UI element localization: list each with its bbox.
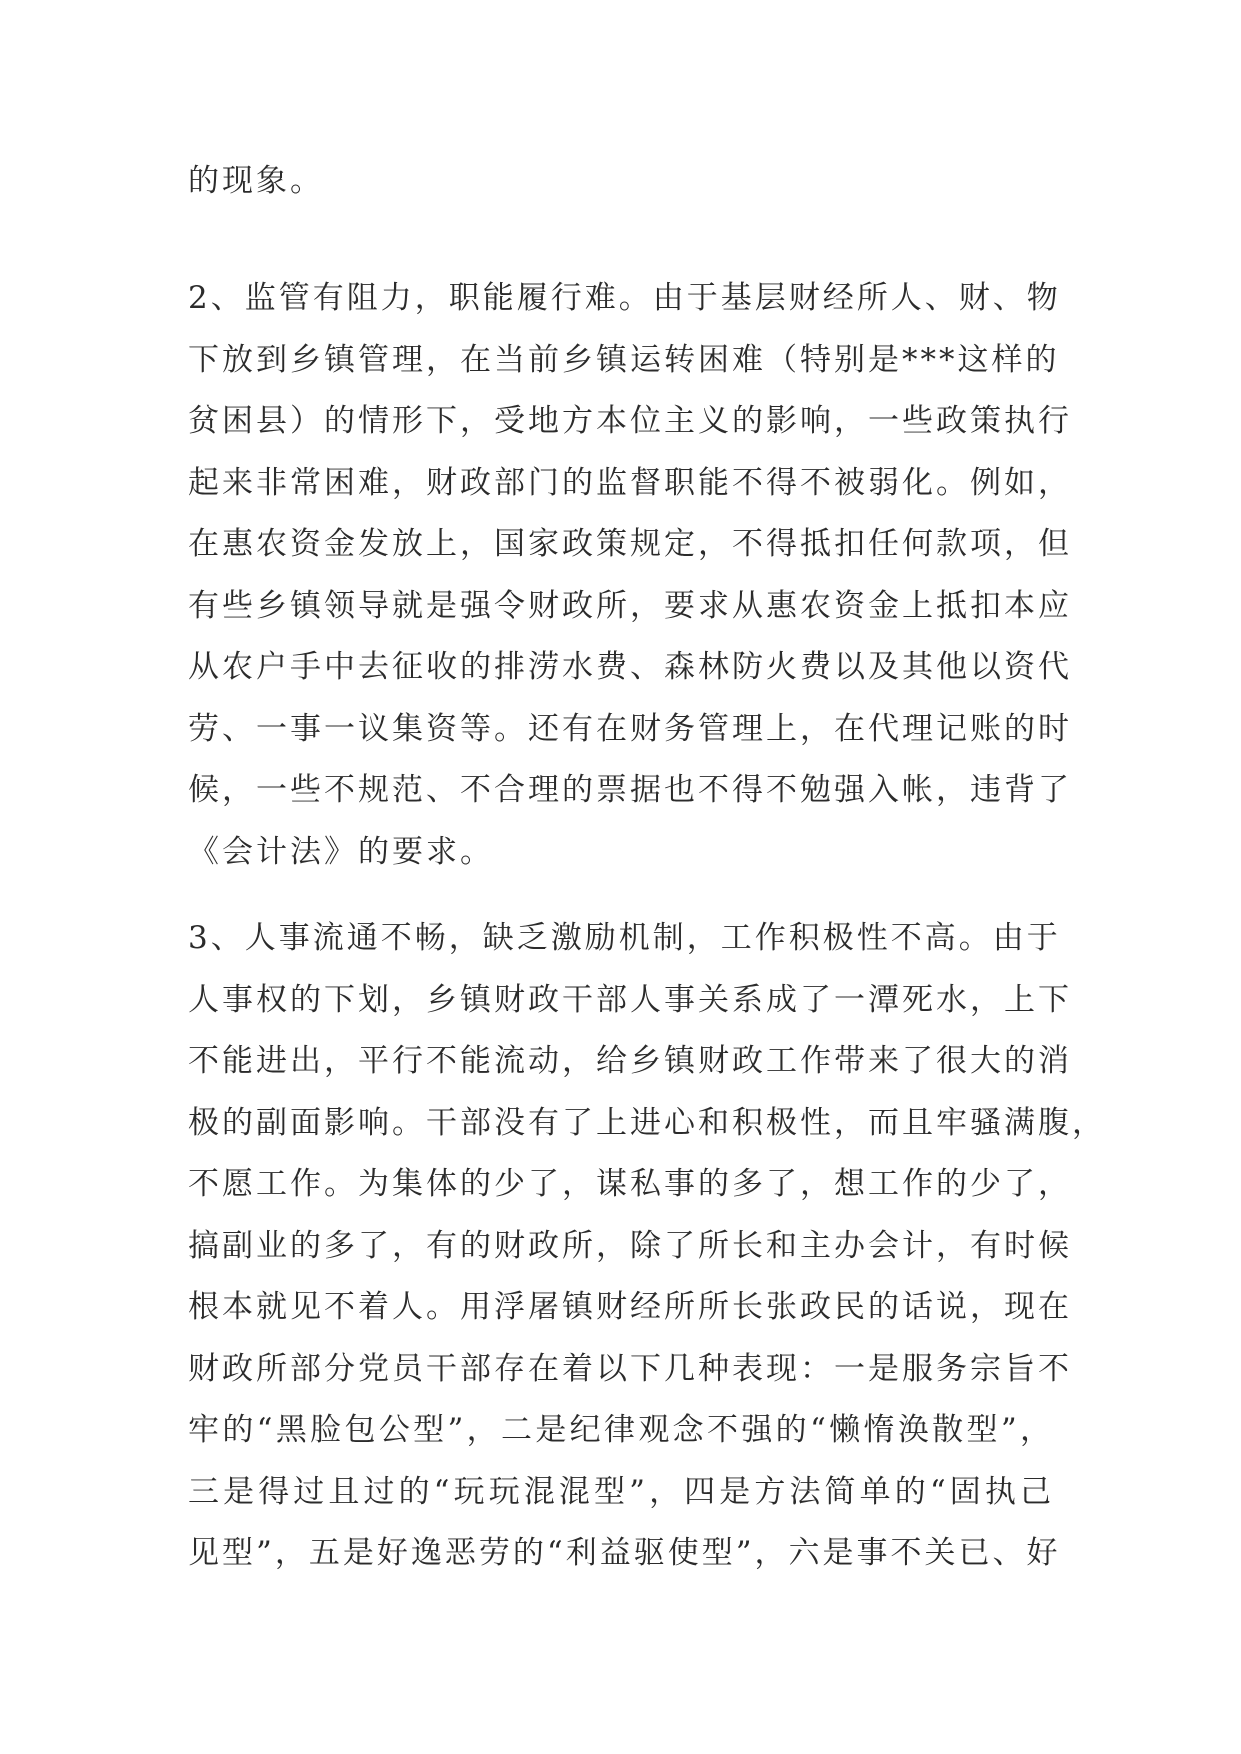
paragraph-continuation	[188, 151, 1054, 213]
text-line: 不能进出，平行不能流动，给乡镇财政工作带来了很大的消	[188, 1043, 1072, 1079]
paragraph-supervision	[188, 268, 1072, 883]
text-line: 三是得过且过的“玩玩混混型”，四是方法简单的“固执己	[188, 1473, 1054, 1510]
text-line: 贫困县）的情形下，受地方本位主义的影响，一些政策执行	[188, 403, 1072, 439]
text-line: 2、监管有阻力，职能履行难。由于基层财经所人、财、物	[188, 280, 1061, 316]
text-line: 搞副业的多了，有的财政所，除了所长和主办会计，有时候	[188, 1227, 1072, 1264]
text-line: 《会计法》的要求。	[188, 833, 494, 870]
text-line: 不愿工作。为集体的少了，谋私事的多了，想工作的少了，	[188, 1166, 1072, 1202]
text-line: 根本就见不着人。用浮屠镇财经所所长张政民的话说，现在	[188, 1289, 1072, 1325]
text-line: 3、人事流通不畅，缺乏激励机制，工作积极性不高。由于	[188, 920, 1061, 956]
text-line: 起来非常困难，财政部门的监督职能不得不被弱化。例如，	[188, 464, 1072, 501]
text-line: 劳、一事一议集资等。还有在财务管理上，在代理记账的时	[188, 710, 1072, 747]
text-line: 财政所部分党员干部存在着以下几种表现：一是服务宗旨不	[188, 1350, 1072, 1387]
text-line: 人事权的下划，乡镇财政干部人事关系成了一潭死水，上下	[188, 981, 1072, 1018]
text-line: 牢的“黑脸包公型”，二是纪律观念不强的“懒惰涣散型”，	[188, 1412, 1054, 1448]
text-line: 的现象。	[188, 163, 324, 199]
text-line: 候，一些不规范、不合理的票据也不得不勉强入帐，违背了	[188, 772, 1072, 808]
text-line: 见型”，五是好逸恶劳的“利益驱使型”，六是事不关已、好	[188, 1535, 1061, 1571]
text-line: 从农户手中去征收的排涝水费、森林防火费以及其他以资代	[188, 649, 1072, 685]
text-line: 下放到乡镇管理，在当前乡镇运转困难（特别是***这样的	[188, 341, 1060, 378]
text-line: 在惠农资金发放上，国家政策规定，不得抵扣任何款项，但	[188, 526, 1072, 562]
text-line: 极的副面影响。干部没有了上进心和积极性，而且牢骚满腹，	[188, 1104, 1106, 1141]
text-line: 有些乡镇领导就是强令财政所，要求从惠农资金上抵扣本应	[188, 587, 1072, 624]
paragraph-personnel	[188, 908, 1106, 1585]
